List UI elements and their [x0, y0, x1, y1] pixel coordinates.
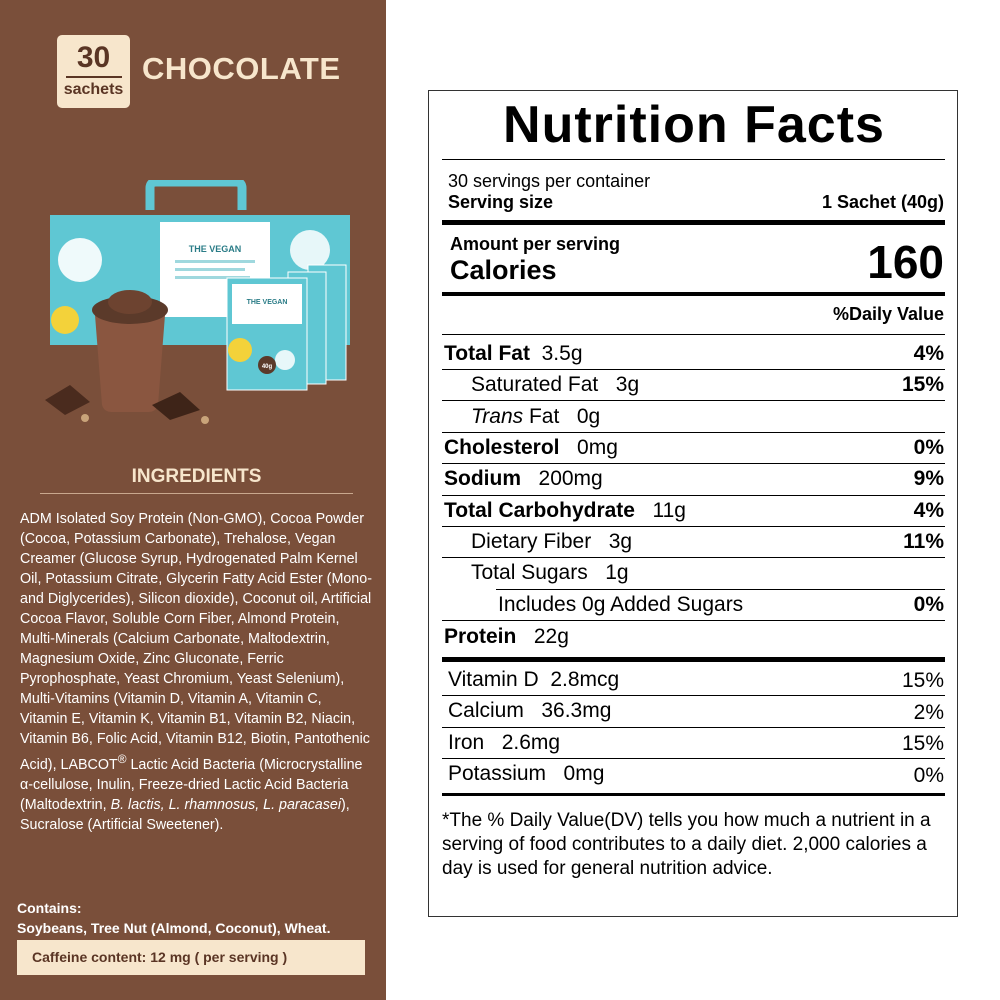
divider [442, 334, 945, 335]
divider [442, 695, 945, 696]
ingredients-divider [40, 493, 353, 494]
divider [442, 432, 945, 433]
ingredients-text: ADM Isolated Soy Protein (Non-GMO), Cocoa Powder (Cocoa, Potassium Carbonate), Trehalose, Vegan Creamer (Glucose Syrup, Hydrogenated Palm Kernel Oil, Potassium Citrate, Glycerin Fatty Acid Ester (Mono-and Diglycerides), Silicon dioxide), Coconut oil, Artificial Cocoa Flavor, Soluble Corn Fiber, Almond Protein, Multi-Minerals (Calcium Carbonate, Maltodextrin, Magnesium Oxide, Zinc Gluconate, Ferric Pyrophosphate, Yeast Chromium, Yeast Selenium), Multi-Vitamins (Vitamin D, Vitamin A, Vitamin C, Vitamin E, Vitamin K, Vitamin B1, Vitamin B2, Niacin, Vitamin B6, Folic Acid, Vitamin B12, Biotin, Pantothenic Acid), LABCOT [20, 511, 372, 773]
divider [442, 758, 945, 759]
contains-text: Soybeans, Tree Nut (Almond, Coconut), Wheat. [17, 920, 331, 936]
sodium-row: Sodium 200mg [444, 467, 603, 490]
saturated-fat-dv: 15% [901, 373, 944, 396]
chocolate-drink [95, 315, 165, 412]
sachet-weight: 40g [261, 364, 273, 370]
total-fat-dv: 4% [913, 342, 944, 365]
trans-fat-row: Trans Fat 0g [471, 405, 601, 428]
badge-divider [66, 76, 122, 78]
amount-per-serving: Amount per serving [450, 234, 621, 254]
contains-label: Contains: [17, 900, 82, 916]
daily-value-footnote: *The % Daily Value(DV) tells you how much a nutrient in a serving of food contributes to a daily diet. 2,000 calories a day is used for general nutrition advice. [442, 810, 931, 879]
total-carbohydrate-row: Total Carbohydrate 11g [444, 499, 686, 522]
thick-divider [442, 292, 945, 296]
cholesterol-dv: 0% [913, 436, 944, 459]
calcium-row: Calcium 36.3mg [448, 699, 612, 722]
vitamin-d-row: Vitamin D 2.8mcg [448, 668, 620, 691]
calcium-dv: 2% [913, 701, 944, 724]
ingredients-text: Lactic Acid Bacteria (Microcrystalline α-cellulose, Inulin, Freeze-dried Lactic Acid Bacteria (Maltodextrin, [20, 756, 363, 813]
added-sugars-dv: 0% [913, 593, 944, 616]
sachet-brand: THE VEGAN [246, 299, 288, 306]
total-fat-row: Total Fat 3.5g [444, 342, 583, 365]
iron-row: Iron 2.6mg [448, 731, 561, 754]
ingredients-strains: B. lactis, L. rhamnosus, L. paracasei [110, 796, 342, 813]
vitamin-d-dv: 15% [901, 669, 944, 692]
divider [442, 463, 945, 464]
sachet-unit: sachets [63, 81, 124, 98]
registered-mark: ® [117, 752, 127, 766]
cholesterol-row: Cholesterol 0mg [444, 436, 618, 459]
divider [496, 589, 945, 590]
daily-value-header: %Daily Value [832, 304, 944, 324]
nutrition-title: Nutrition Facts [503, 96, 885, 154]
nutrition-facts-panel [428, 90, 958, 917]
box-handle [150, 182, 242, 210]
serving-size-value: 1 Sachet (40g) [821, 192, 944, 212]
dietary-fiber-row: Dietary Fiber 3g [471, 530, 633, 553]
iron-dv: 15% [901, 732, 944, 755]
sachet-count-badge [57, 35, 130, 108]
thick-divider [442, 657, 945, 662]
ingredients-heading: INGREDIENTS [131, 466, 262, 487]
calories-value: 160 [867, 236, 944, 288]
serving-size-label: Serving size [448, 192, 554, 212]
sachet-count: 30 [76, 41, 111, 74]
protein-row: Protein 22g [444, 625, 569, 648]
product-image [40, 180, 360, 430]
divider [442, 159, 945, 160]
potassium-row: Potassium 0mg [448, 762, 605, 785]
allergen-info [17, 898, 377, 938]
calories-label: Calories [450, 255, 557, 285]
ingredients-list [20, 509, 372, 835]
divider [442, 727, 945, 728]
caffeine-content: Caffeine content: 12 mg ( per serving ) [17, 940, 365, 975]
thick-divider [442, 793, 945, 796]
flavor-title: CHOCOLATE [142, 51, 341, 86]
chocolate-chunk [45, 385, 90, 415]
sodium-dv: 9% [913, 467, 944, 490]
divider [442, 620, 945, 621]
servings-per-container: 30 servings per container [448, 171, 651, 191]
divider [442, 526, 945, 527]
divider [442, 400, 945, 401]
dietary-fiber-dv: 11% [903, 530, 944, 553]
added-sugars-row: Includes 0g Added Sugars [498, 593, 744, 616]
divider [442, 557, 945, 558]
total-carbohydrate-dv: 4% [913, 499, 944, 522]
thick-divider [442, 220, 945, 225]
total-sugars-row: Total Sugars 1g [471, 561, 629, 584]
divider [442, 495, 945, 496]
potassium-dv: 0% [913, 764, 944, 787]
divider [442, 369, 945, 370]
saturated-fat-row: Saturated Fat 3g [471, 373, 640, 396]
ingredients-text: ), Sucralose (Artificial Sweetener). [20, 796, 350, 833]
chocolate-chunk [152, 392, 200, 420]
product-info-panel [0, 0, 386, 1000]
box-brand: THE VEGAN [188, 244, 242, 254]
